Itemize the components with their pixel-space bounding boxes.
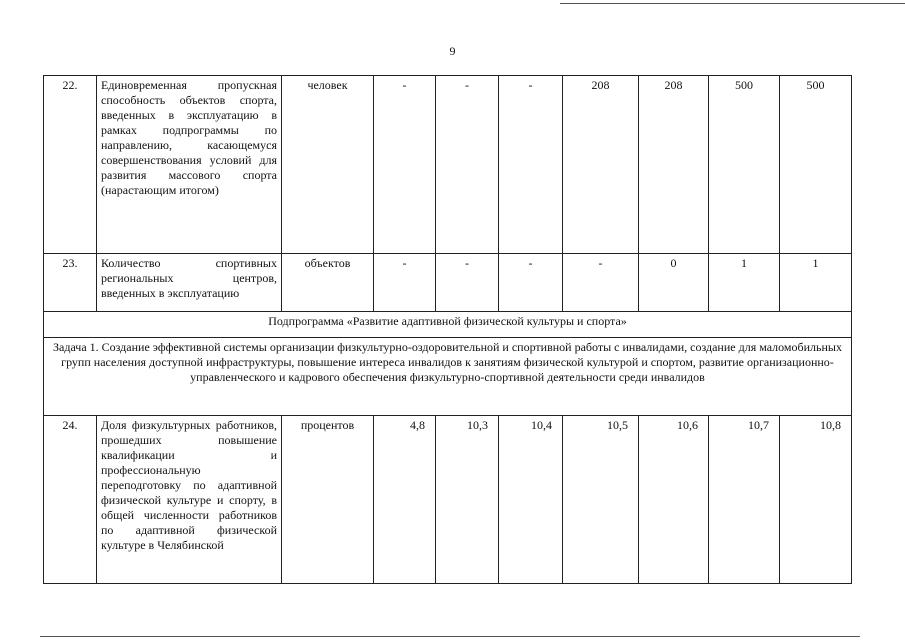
value-cell: - [499, 254, 563, 312]
task-text: Задача 1. Создание эффективной системы организации физкультурно-оздоровительной и спортивной работы с инвалидами, создание для маломобильных групп населения доступной инфраструктуры, повышение интереса инвалидов к занятиям физической культурой и спортом, развитие организационно-управленческого и кадрового обеспечения физкультурно-спортивной деятельности среди инвалидов [44, 338, 852, 416]
indicator-name: Единовременная пропускная способность объектов спорта, введенных в эксплуатацию в рамках подпрограммы по направлению, касающемуся совершенствования условий для развития массового спорта (нарастающим итогом) [97, 76, 282, 254]
value-cell: 10,8 [780, 416, 852, 584]
row-number: 23. [44, 254, 97, 312]
value-cell: 10,4 [499, 416, 563, 584]
table-row-23 [44, 254, 852, 312]
value-cell: - [499, 76, 563, 254]
table-row-24 [44, 416, 852, 584]
unit-cell: человек [282, 76, 374, 254]
value-cell: 10,6 [639, 416, 709, 584]
value-cell: - [436, 254, 499, 312]
value-cell: 208 [563, 76, 639, 254]
value-cell: - [374, 76, 436, 254]
task-row [44, 338, 852, 416]
value-cell: 208 [639, 76, 709, 254]
indicators-table [43, 75, 852, 584]
value-cell: 0 [639, 254, 709, 312]
value-cell: 10,3 [436, 416, 499, 584]
top-rule [560, 3, 905, 4]
bottom-rule [40, 636, 860, 637]
page-number: 9 [449, 44, 456, 58]
value-cell: 1 [780, 254, 852, 312]
unit-cell: объектов [282, 254, 374, 312]
value-cell: 4,8 [374, 416, 436, 584]
value-cell: - [374, 254, 436, 312]
indicator-name: Количество спортивных региональных центров, введенных в эксплуатацию [97, 254, 282, 312]
indicator-name: Доля физкультурных работников, прошедших повышение квалификации и профессиональную переподготовку по адаптивной физической культуре и спорту, в общей численности работников по адаптивной физической культуре в Челябинской [97, 416, 282, 584]
subprogram-title: Подпрограмма «Развитие адаптивной физической культуры и спорта» [44, 312, 852, 338]
value-cell: 10,5 [563, 416, 639, 584]
value-cell: - [563, 254, 639, 312]
value-cell: 500 [709, 76, 780, 254]
unit-cell: процентов [282, 416, 374, 584]
table-row-22 [44, 76, 852, 254]
row-number: 24. [44, 416, 97, 584]
value-cell: - [436, 76, 499, 254]
value-cell: 1 [709, 254, 780, 312]
subprogram-row [44, 312, 852, 338]
value-cell: 500 [780, 76, 852, 254]
row-number: 22. [44, 76, 97, 254]
value-cell: 10,7 [709, 416, 780, 584]
